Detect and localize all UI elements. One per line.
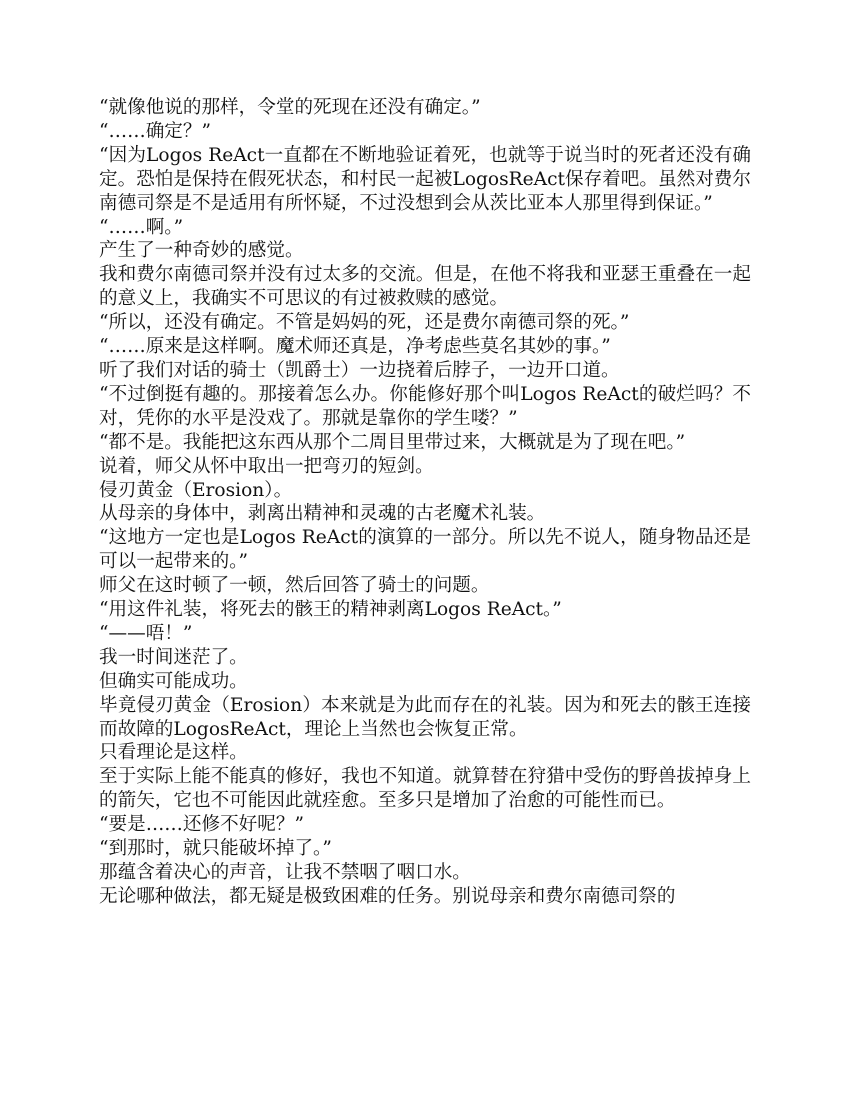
paragraph: 从母亲的身体中，剥离出精神和灵魂的古老魔术礼装。: [99, 503, 546, 525]
paragraph: “因为Logos ReAct一直都在不断地验证着死，也就等于说当时的死者还没有确定。恐怕是保持在假死状态，和村民一起被LogosReAct保存着吧。虽然对费尔南德司祭是不是适用有所怀疑，不过没想到会从茨比亚本人那里得到保证。”: [99, 144, 751, 214]
paragraph: 我和费尔南德司祭并没有过太多的交流。但是，在他不将我和亚瑟王重叠在一起的意义上，我确实不可思议的有过被救赎的感觉。: [99, 264, 751, 310]
paragraph: 侵刃黄金（Erosion）。: [99, 479, 293, 501]
paragraph: “——唔！”: [99, 622, 193, 644]
paragraph: 只看理论是这样。: [99, 742, 248, 764]
paragraph: 听了我们对话的骑士（凯爵士）一边挠着后脖子，一边开口道。: [99, 359, 620, 381]
paragraph: “所以，还没有确定。不管是妈妈的死，还是费尔南德司祭的死。”: [99, 312, 630, 334]
paragraph: “就像他说的那样，令堂的死现在还没有确定。”: [99, 97, 481, 118]
paragraph: “……原来是这样啊。魔术师还真是，净考虑些莫名其妙的事。”: [99, 336, 611, 358]
paragraph: “……确定？”: [99, 120, 211, 142]
paragraph: “用这件礼装，将死去的骸王的精神剥离Logos ReAct。”: [99, 599, 562, 621]
paragraph: 毕竟侵刃黄金（Erosion）本来就是为此而存在的礼装。因为和死去的骸王连接而故障的LogosReAct，理论上当然也会恢复正常。: [99, 694, 751, 740]
paragraph: “不过倒挺有趣的。那接着怎么办。你能修好那个叫Logos ReAct的破烂吗？不对，凭你的水平是没戏了。那就是靠你的学生喽？”: [99, 383, 751, 429]
paragraph: 我一时间迷茫了。: [99, 646, 248, 668]
paragraph: 但确实可能成功。: [99, 670, 248, 692]
paragraph: “这地方一定也是Logos ReAct的演算的一部分。所以先不说人，随身物品还是可以一起带来的。”: [99, 527, 751, 573]
paragraph: “要是……还修不好呢？”: [99, 814, 304, 836]
paragraph: 至于实际上能不能真的修好，我也不知道。就算替在狩猎中受伤的野兽拔掉身上的箭矢，它也不可能因此就痊愈。至多只是增加了治愈的可能性而已。: [99, 766, 751, 812]
paragraph: 无论哪种做法，都无疑是极致困难的任务。别说母亲和费尔南德司祭的: [99, 885, 676, 907]
paragraph: 师父在这时顿了一顿，然后回答了骑士的问题。: [99, 575, 490, 597]
paragraph: 说着，师父从怀中取出一把弯刃的短剑。: [99, 455, 434, 477]
document-body: [99, 96, 751, 909]
paragraph: “到那时，就只能破坏掉了。”: [99, 838, 332, 860]
paragraph: “……啊。”: [99, 216, 184, 238]
paragraph: 那蕴含着决心的声音，让我不禁咽了咽口水。: [99, 862, 471, 883]
paragraph: 产生了一种奇妙的感觉。: [99, 240, 304, 262]
paragraph: “都不是。我能把这东西从那个二周目里带过来，大概就是为了现在吧。”: [99, 431, 686, 453]
